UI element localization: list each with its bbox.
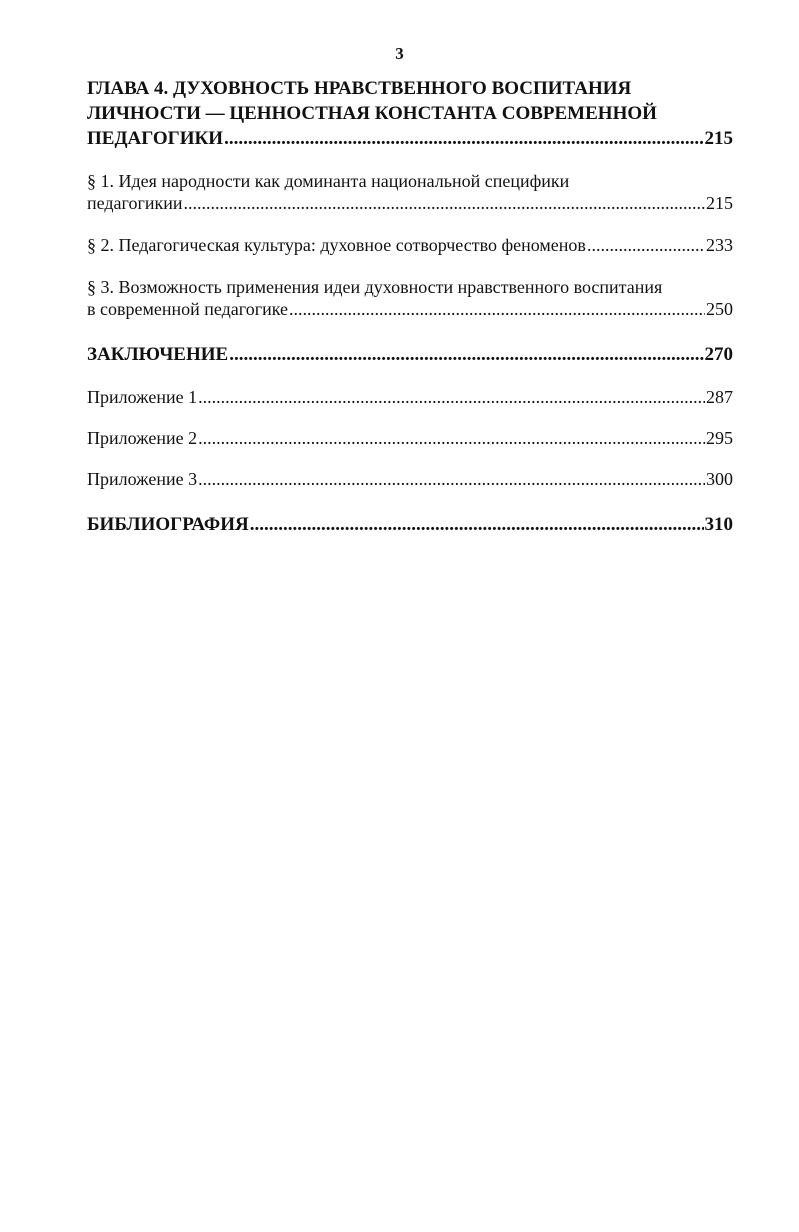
toc-entry-last-line (87, 126, 733, 151)
toc-entry-title-line: ГЛАВА 4. ДУХОВНОСТЬ НРАВСТВЕННОГО ВОСПИТАНИЯ (87, 78, 632, 99)
dot-leader (198, 386, 705, 408)
toc-page-number: 287 (706, 387, 733, 407)
toc-entry-title-line: § 3. Возможность применения идеи духовности нравственного воспитания (87, 277, 663, 297)
toc-entry-title: ЗАКЛЮЧЕНИЕ (87, 344, 229, 365)
toc-page-number: 233 (706, 235, 733, 255)
dot-leader (289, 298, 705, 320)
toc-entry-chapter-4[interactable] (87, 76, 733, 151)
toc-entry-title: ПЕДАГОГИКИ (87, 128, 224, 149)
toc-entry-bibliography[interactable] (87, 512, 733, 537)
toc-entry-section-3[interactable] (87, 276, 733, 320)
toc-entry-last-line (87, 234, 733, 256)
toc-page-number: 300 (706, 469, 733, 489)
toc-entry-title: § 2. Педагогическая культура: духовное сотворчество феноменов (87, 235, 586, 255)
toc-entry-title-line: § 1. Идея народности как доминанта национальной специфики (87, 171, 570, 191)
toc-page-number: 310 (704, 514, 733, 535)
toc-entry-title: Приложение 2 (87, 428, 198, 448)
toc-entry-title: в современной педагогике (87, 299, 289, 319)
table-of-contents (87, 76, 733, 537)
toc-entry-title: Приложение 3 (87, 469, 198, 489)
toc-entry-section-1[interactable] (87, 170, 733, 214)
toc-entry-appendix-3[interactable] (87, 468, 733, 490)
toc-entry-appendix-2[interactable] (87, 427, 733, 449)
toc-page-number: 270 (704, 344, 733, 365)
dot-leader (587, 234, 705, 256)
toc-entry-section-2[interactable] (87, 234, 733, 256)
dot-leader (198, 427, 705, 449)
dot-leader (224, 126, 703, 151)
toc-entry-title-line: ЛИЧНОСТИ — ЦЕННОСТНАЯ КОНСТАНТА СОВРЕМЕННОЙ (87, 103, 657, 124)
toc-entry-last-line (87, 512, 733, 537)
toc-entry-title: педагогикии (87, 193, 183, 213)
toc-page-number: 215 (704, 128, 733, 149)
dot-leader (198, 468, 705, 490)
toc-entry-last-line (87, 192, 733, 214)
dot-leader (229, 342, 703, 367)
toc-entry-last-line (87, 298, 733, 320)
toc-entry-title: Приложение 1 (87, 387, 198, 407)
toc-entry-title: БИБЛИОГРАФИЯ (87, 514, 249, 535)
toc-entry-conclusion[interactable] (87, 342, 733, 367)
toc-entry-appendix-1[interactable] (87, 386, 733, 408)
toc-page-number: 215 (706, 193, 733, 213)
toc-page-number: 295 (706, 428, 733, 448)
dot-leader (184, 192, 706, 214)
toc-entry-last-line (87, 427, 733, 449)
toc-page-number: 250 (706, 299, 733, 319)
toc-entry-last-line (87, 468, 733, 490)
toc-entry-last-line (87, 342, 733, 367)
dot-leader (250, 512, 704, 537)
toc-entry-last-line (87, 386, 733, 408)
page-number: 3 (395, 44, 404, 63)
